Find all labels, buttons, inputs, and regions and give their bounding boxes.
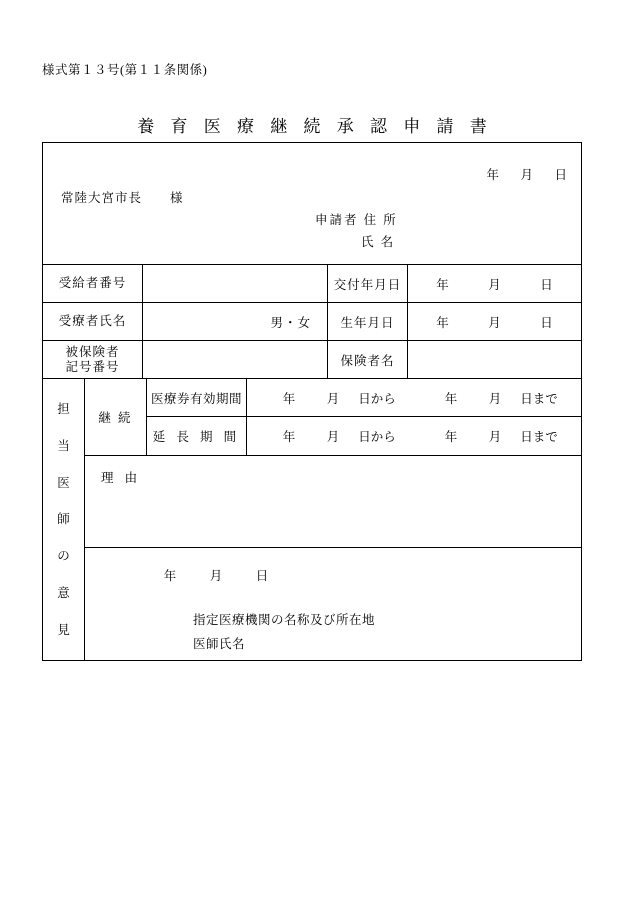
signature-date[interactable] (147, 566, 285, 584)
continuation-section (85, 379, 581, 456)
vertical-char-1: 当 (57, 439, 70, 454)
issue-date-year: 年 (436, 277, 449, 292)
doctor-opinion-content (85, 379, 581, 660)
extension-period-label: 延 長 期 間 (147, 417, 247, 455)
extension-to-day: 日まで (520, 430, 558, 444)
reason-label: 理 由 (101, 471, 142, 485)
institution-label: 指定医療機関の名称及び所在地 (193, 613, 376, 627)
applicant-name-label: 氏 名 (361, 235, 396, 249)
applicant-block (315, 209, 398, 253)
addressee-honorific: 様 (170, 191, 184, 205)
addressee-label: 常陸大宮市長 (61, 191, 143, 205)
birth-date-year: 年 (436, 315, 449, 330)
applicant-address-label: 申請者 住 所 (315, 213, 398, 227)
medical-ticket-validity-value[interactable] (247, 379, 581, 416)
page-title: 養 育 医 療 継 続 承 認 申 請 書 (137, 117, 493, 136)
validity-to-month: 月 (488, 391, 502, 406)
patient-name-value[interactable] (143, 303, 328, 340)
validity-from-month: 月 (326, 391, 340, 406)
table-row (43, 303, 581, 341)
vertical-char-4: の (57, 549, 70, 564)
vertical-char-0: 担 (57, 402, 70, 417)
submission-date-month: 月 (520, 168, 533, 182)
application-form-table (42, 142, 582, 661)
medical-ticket-validity-label: 医療券有効期間 (147, 379, 247, 416)
reason-section[interactable] (85, 456, 581, 548)
extension-from-year: 年 (282, 430, 296, 444)
insurer-name-value[interactable] (408, 341, 581, 378)
recipient-number-value[interactable] (143, 265, 328, 302)
signature-date-day: 日 (255, 569, 269, 583)
extension-to-year: 年 (444, 430, 458, 444)
validity-to-year: 年 (444, 391, 458, 406)
validity-from-year: 年 (282, 391, 296, 406)
table-row (43, 341, 581, 379)
issue-date-label: 交付年月日 (328, 265, 408, 302)
insured-symbol-number-value[interactable] (143, 341, 328, 378)
issue-date-month: 月 (488, 277, 501, 292)
table-row (147, 417, 581, 455)
continuation-label: 継 続 (85, 379, 147, 455)
vertical-char-6: 見 (57, 622, 70, 637)
table-row (43, 265, 581, 303)
insured-symbol-number-label-line2: 記号番号 (65, 359, 120, 374)
birth-date-label: 生年月日 (328, 303, 408, 340)
birth-date-month: 月 (488, 315, 501, 330)
signature-section (85, 548, 581, 660)
issue-date-ymd (408, 275, 581, 293)
extension-from-day: 日から (358, 430, 396, 444)
form-header-block (43, 143, 581, 265)
table-row (147, 379, 581, 417)
validity-to-day: 日まで (520, 391, 558, 406)
doctor-name-label: 医師氏名 (193, 637, 246, 651)
submission-date-day: 日 (554, 168, 567, 182)
submission-date-year: 年 (486, 168, 499, 182)
extension-from-month: 月 (326, 430, 340, 444)
doctor-opinion-vertical-title (43, 379, 85, 660)
gender-option[interactable]: 男・女 (270, 315, 311, 330)
submission-date (486, 165, 567, 183)
birth-date-value[interactable] (408, 303, 581, 340)
signature-date-year: 年 (163, 569, 177, 583)
birth-date-day: 日 (540, 315, 553, 330)
addressee-line (61, 188, 184, 206)
insured-symbol-number-label-line1: 被保険者 (65, 344, 120, 359)
patient-name-label: 受療者氏名 (43, 303, 143, 340)
insured-symbol-number-label (43, 341, 143, 378)
form-code: 様式第１３号(第１１条関係) (42, 63, 208, 77)
extension-to-month: 月 (488, 430, 502, 444)
insurer-name-label: 保険者名 (328, 341, 408, 378)
signature-date-month: 月 (209, 569, 223, 583)
vertical-char-2: 医 (57, 475, 70, 490)
extension-period-value[interactable] (247, 417, 581, 455)
vertical-char-5: 意 (57, 585, 70, 600)
vertical-char-3: 師 (57, 512, 70, 527)
doctor-opinion-block (43, 379, 581, 660)
issue-date-value[interactable] (408, 265, 581, 302)
birth-date-ymd (408, 313, 581, 331)
recipient-number-label: 受給者番号 (43, 265, 143, 302)
issue-date-day: 日 (540, 277, 553, 292)
validity-from-day: 日から (358, 391, 396, 406)
continuation-rows (147, 379, 581, 455)
